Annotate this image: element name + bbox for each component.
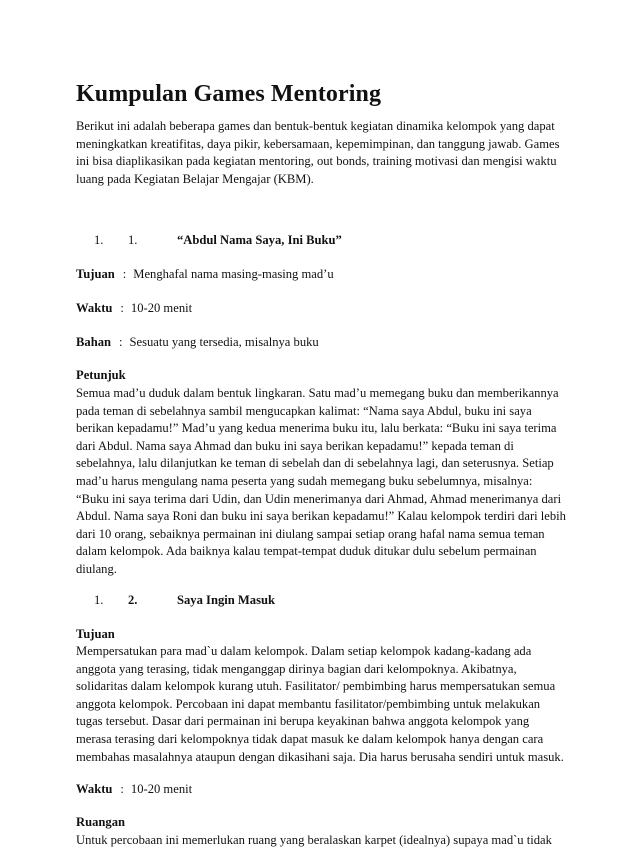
game1-waktu-label: Waktu — [76, 301, 113, 316]
petunjuk-line: mad’u harus mengulang nama peserta yang sudah memegang buku sebelumnya, misalnya: — [76, 473, 533, 488]
petunjuk-line: diulang. — [76, 561, 117, 576]
game1-tujuan-value: Menghafal nama masing-masing mad’u — [133, 267, 334, 282]
game1-tujuan — [76, 266, 566, 283]
petunjuk-line: dari Abdul. Nama saya Ahmad dan buku ini saya berikan kepadamu!” kepada teman di — [76, 438, 514, 453]
intro-line: meningkatkan kreatifitas, daya pikir, kebersamaan, kepemimpinan, dan tanggung jawab. Games — [76, 136, 560, 151]
document-page — [76, 80, 566, 849]
petunjuk-line: Semua mad’u duduk dalam bentuk lingkaran. Satu mad’u memegang buku dan memberikannya — [76, 385, 559, 400]
ruangan-line: Untuk percobaan ini memerlukan ruang yang beralaskan karpet (idealnya) supaya mad`u tidak — [76, 832, 552, 847]
game2-waktu-value: 10-20 menit — [130, 782, 193, 797]
petunjuk-line: sebelahnya, lalu dilanjutkan ke teman di sebelah dan di sebelahnya lagi, dan seterusnya. Setiap — [76, 456, 554, 471]
game1-number: 1. — [128, 233, 138, 248]
game2-list-number: 1. — [94, 592, 104, 607]
document-title: Kumpulan Games Mentoring — [76, 81, 382, 107]
game1-tujuan-sep: : — [122, 267, 127, 282]
game2-tujuan-title: Tujuan — [76, 626, 115, 641]
game2-ruangan-paragraph — [76, 832, 566, 849]
game2-waktu-label: Waktu — [76, 782, 113, 797]
tujuan-line: solidaritas dalam kelompok kurang utuh. Fasilitator/ pembimbing harus mempersatukan semua — [76, 679, 556, 694]
game1-bahan-sep: : — [119, 335, 123, 350]
game1-waktu — [76, 300, 566, 317]
game1-list-number: 1. — [94, 233, 104, 248]
game1-heading — [76, 232, 566, 249]
game2-number: 2. — [128, 592, 138, 607]
petunjuk-line: pada teman di sebelahnya sambil mengucapkan kalimat: “Nama saya Abdul, buku ini saya — [76, 403, 532, 418]
game1-tujuan-label: Tujuan — [76, 267, 115, 282]
game2-title: Saya Ingin Masuk — [177, 592, 275, 607]
game1-title: “Abdul Nama Saya, Ini Buku” — [177, 233, 342, 248]
intro-paragraph — [76, 118, 566, 188]
petunjuk-line: dalam kelompok. Ada baiknya kalau tempat-tempat duduk ditukar dulu sebelum permainan — [76, 544, 537, 559]
game1-petunjuk-title: Petunjuk — [76, 368, 126, 383]
tujuan-line: Mempersatukan para mad`u dalam kelompok. Dalam setiap kelompok kadang-kadang ada — [76, 644, 532, 659]
petunjuk-line: berikan kepadamu!” Mad’u yang kedua menerima buku itu, lalu berkata: “Buku ini saya terima — [76, 421, 557, 436]
tujuan-line: merasa terasing dari kelompoknya tidak dapat masuk ke dalam kelompok hanya dengan cara — [76, 732, 544, 747]
intro-line: ini bisa diaplikasikan pada kegiatan mentoring, out bonds, training motivasi dan mengisi waktu — [76, 154, 557, 169]
game1-petunjuk-paragraph — [76, 385, 566, 579]
tujuan-line: anggota kelompok. Percobaan ini dapat membantu fasilitator/pembimbing untuk melakukan — [76, 696, 541, 711]
game1-bahan — [76, 334, 566, 351]
tujuan-line: membahas masalahnya ataupun dengan dikasihani saja. Dia harus berusaha sendiri untuk masuk. — [76, 749, 564, 764]
game2-heading — [76, 592, 566, 609]
game2-waktu-sep: : — [120, 782, 124, 797]
tujuan-line: tugas tersebut. Dasar dari permainan ini berupa keyakinan bahwa anggota kelompok yang — [76, 714, 530, 729]
intro-line: luang pada Kegiatan Belajar Mengajar (KBM). — [76, 171, 314, 186]
game1-bahan-value: Sesuatu yang tersedia, misalnya buku — [129, 335, 319, 350]
petunjuk-line: Abdul. Nama saya Roni dan buku ini saya berikan kepadamu!” Kalau kelompok terdiri dari lebih — [76, 509, 566, 524]
petunjuk-line: “Buku ini saya terima dari Udin, dan Udin menerimanya dari Ahmad, Ahmad menerimanya dari — [76, 491, 562, 506]
tujuan-line: anggota yang terasing, tidak menganggap dirinya bagian dari kelompoknya. Akibatnya, — [76, 661, 517, 676]
game1-bahan-label: Bahan — [76, 335, 112, 350]
game2-waktu — [76, 781, 566, 798]
game1-waktu-value: 10-20 menit — [130, 301, 193, 316]
intro-line: Berikut ini adalah beberapa games dan bentuk-bentuk kegiatan dinamika kelompok yang dapat — [76, 119, 555, 133]
game2-ruangan-title: Ruangan — [76, 815, 125, 830]
game1-waktu-sep: : — [120, 301, 124, 316]
game2-tujuan-paragraph — [76, 643, 566, 766]
petunjuk-line: dari 10 orang, sebaiknya permainan ini diulang sampai setiap orang hafal nama semua teman — [76, 526, 545, 541]
